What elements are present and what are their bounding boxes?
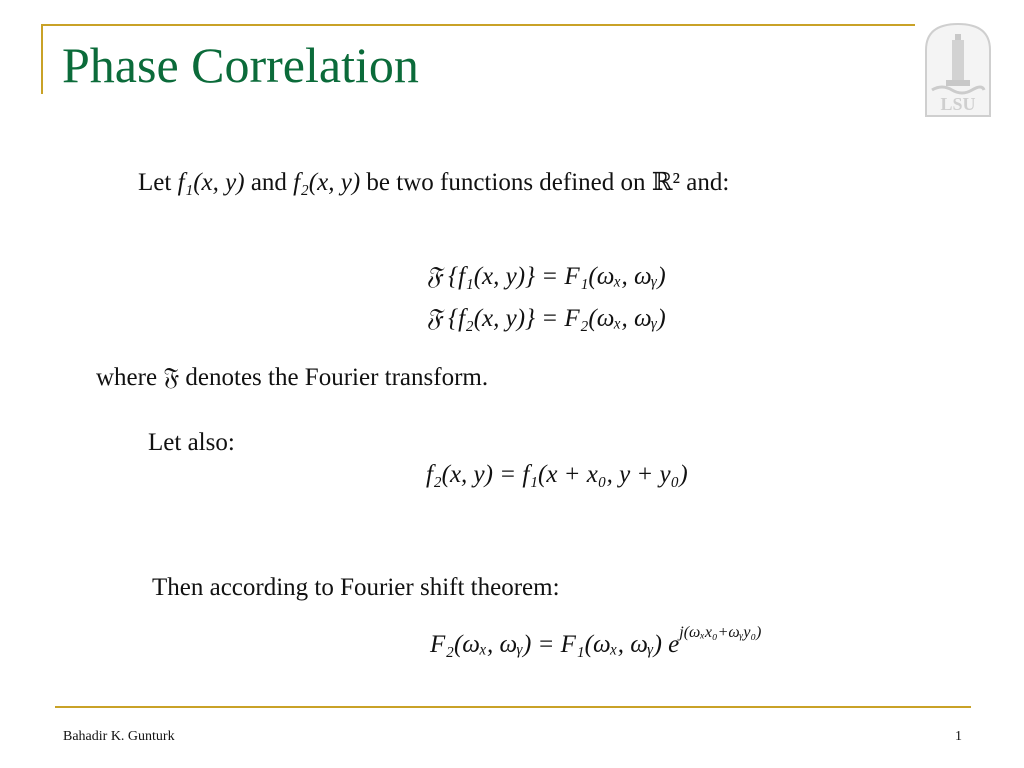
intro-line [138, 170, 729, 195]
result-exponent: j(ωₓx₀+ωᵧy₀) [679, 623, 762, 641]
intro-tail: and: [686, 169, 730, 196]
page-number: 1 [955, 729, 962, 744]
intro-f2: f₂(x, y) [293, 169, 361, 196]
intro-lead: Let [138, 169, 172, 196]
transform-eq-2: 𝔉 {f₂(x, y)} = F₂(ωₓ, ωᵧ) [426, 305, 666, 332]
transform-eq-1: 𝔉 {f₁(x, y)} = F₁(ωₓ, ωᵧ) [426, 263, 666, 290]
footer-author: Bahadir K. Gunturk [63, 729, 175, 744]
intro-space: ℝ² [651, 169, 681, 196]
then-text: Then according to Fourier shift theorem: [152, 574, 560, 601]
title-rule-left [41, 24, 43, 94]
footer-rule [55, 706, 971, 708]
result-lhs: F₂(ωₓ, ωᵧ) = F₁(ωₓ, ωᵧ) e [430, 631, 680, 658]
lsu-logo [922, 20, 994, 120]
intro-rest: be two functions defined on [366, 169, 646, 196]
shift-equation: f₂(x, y) = f₁(x + x₀, y + y₀) [426, 461, 688, 488]
where-note: where 𝔉 denotes the Fourier transform. [96, 364, 489, 391]
intro-f1: f₁(x, y) [177, 169, 245, 196]
title-rule-top [41, 24, 915, 26]
intro-and: and [250, 169, 287, 196]
slide-title: Phase Correlation [62, 37, 419, 93]
let-also: Let also: [148, 429, 235, 456]
logo-text: LSU [940, 94, 976, 114]
